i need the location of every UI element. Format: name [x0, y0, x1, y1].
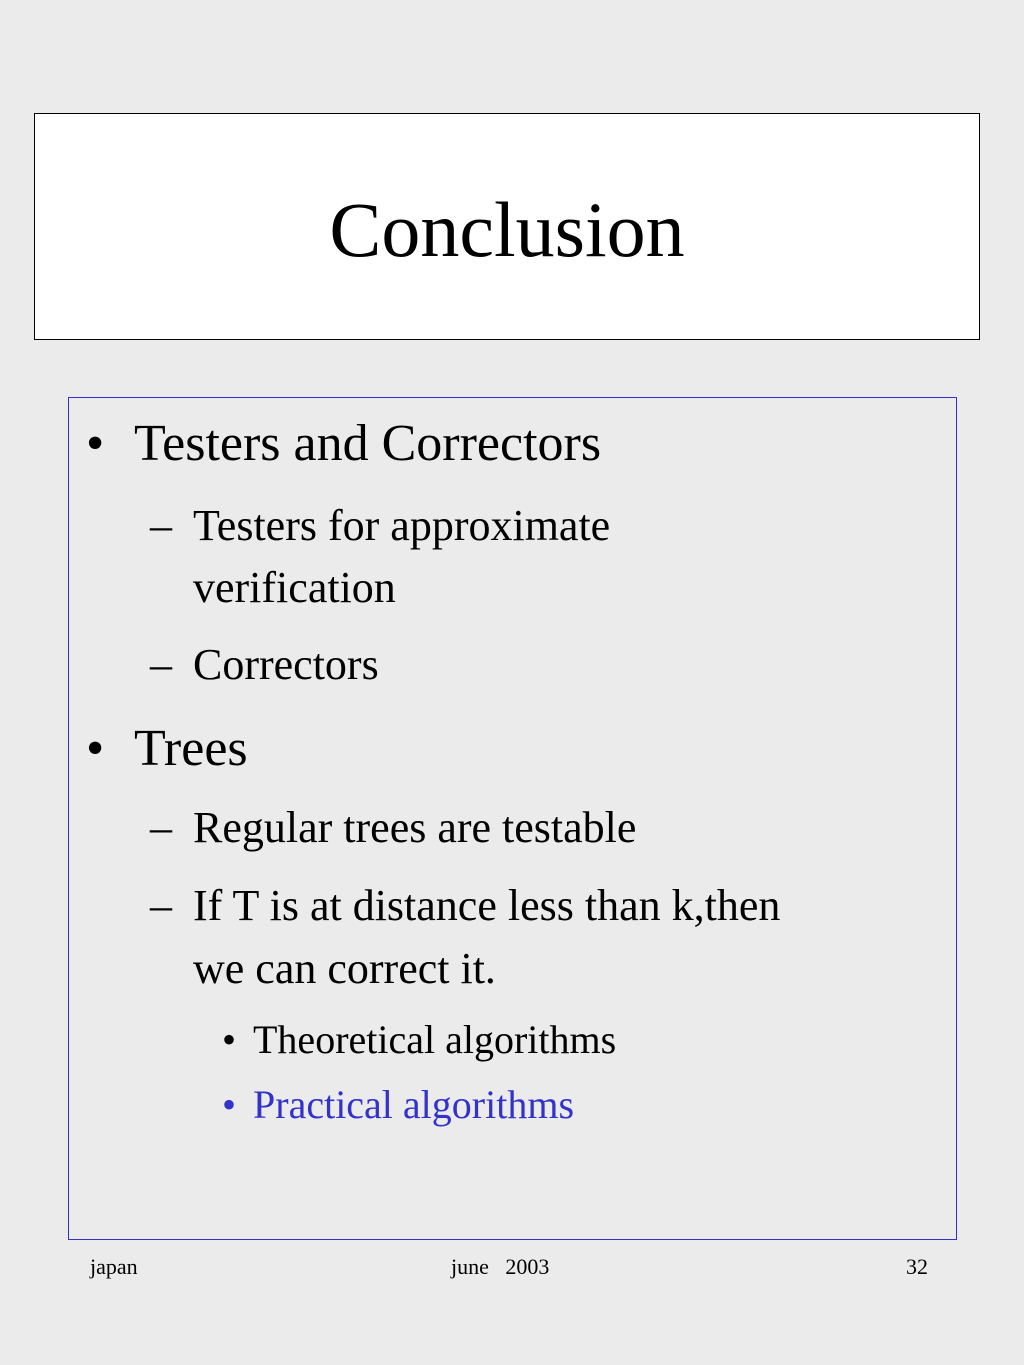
- footer-page-number: 32: [906, 1254, 928, 1279]
- bullet-marker: •: [222, 1017, 237, 1062]
- slide-title: Conclusion: [329, 185, 685, 273]
- bullet-marker: •: [86, 415, 105, 472]
- dash-marker: –: [150, 881, 172, 930]
- sub-correctors: Correctors: [193, 640, 379, 689]
- bullet-marker: •: [222, 1082, 237, 1127]
- title-box: [34, 113, 980, 340]
- sub-testers-line-1: Testers for approximate: [193, 501, 611, 550]
- subsub-practical: Practical algorithms: [253, 1082, 575, 1127]
- bullet-testers-correctors: Testers and Correctors: [134, 415, 602, 472]
- sub-regular-trees: Regular trees are testable: [193, 803, 637, 852]
- sub-distance-line-2: we can correct it.: [193, 944, 496, 993]
- subsub-theoretical: Theoretical algorithms: [253, 1017, 617, 1062]
- dash-marker: –: [150, 501, 172, 550]
- sub-testers-line-2: verification: [193, 563, 396, 612]
- sub-distance-line-1: If T is at distance less than k,then: [193, 881, 781, 930]
- dash-marker: –: [150, 640, 172, 689]
- footer-left: japan: [90, 1254, 138, 1279]
- footer-center: june 2003: [451, 1254, 550, 1279]
- dash-marker: –: [150, 803, 172, 852]
- bullet-trees: Trees: [134, 720, 248, 777]
- bullet-marker: •: [86, 720, 105, 777]
